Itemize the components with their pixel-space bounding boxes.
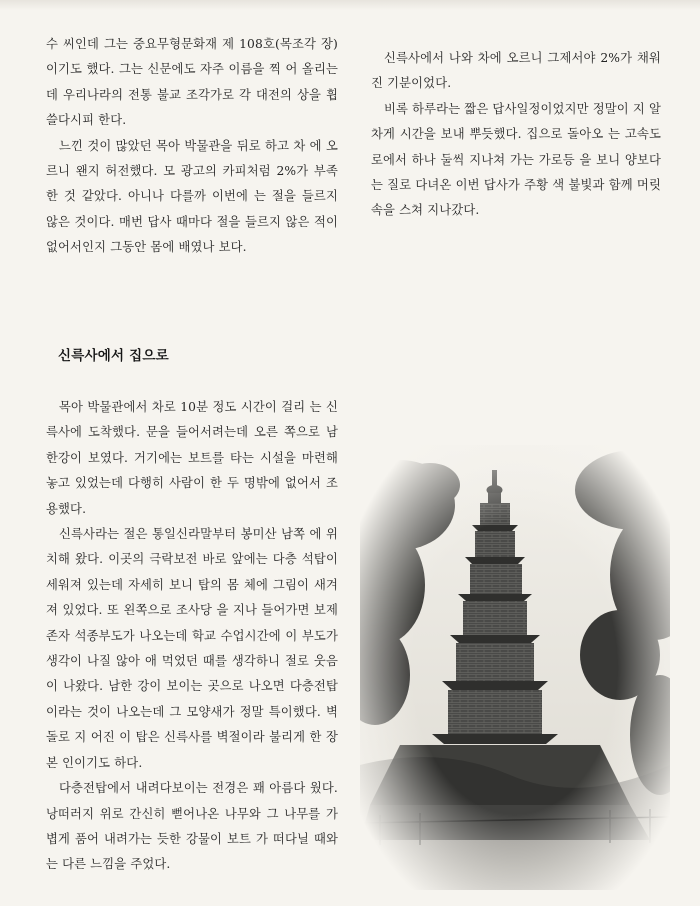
right-column-text (371, 46, 661, 224)
paragraph-text: 목아 박물관에서 차로 10분 정도 시간이 걸리 는 신륵사에 도착했다. 문을 들어서려는데 오른 쪽으로 남한강이 보였다. 거기에는 보트를 타는 시설을 마련해 놓고 있었는데 다행히 사람이 한 두 명밖에 없어서 조용했다. (46, 400, 338, 516)
paragraph-text: 신륵사에서 나와 차에 오르니 그제서야 2%가 채워진 기분이었다. (371, 51, 662, 91)
brick-pagoda-photo (360, 445, 670, 890)
page-top-edge (0, 0, 700, 10)
paragraph-text: 느낀 것이 많았던 목아 박물관을 뒤로 하고 차 에 오르니 왠지 허전했다. 모 광고의 카피처럼 2%가 부족한 것 같았다. 아니나 다를까 이번에 는 절을 들르지 않은 것이다. 매번 답사 때마다 절을 들르지 않은 적이 없어서인지 그동안 몸에 배였나 보다. (46, 138, 339, 255)
left-column-bottom-text (46, 395, 338, 878)
left-column-top-text (46, 32, 338, 261)
paragraph-text: 수 씨인데 그는 중요무형문화재 제 108호(목조각 장)이기도 했다. 그는 신문에도 자주 이름을 찍 어 올리는데 우리나라의 전통 불교 조각가로 각 대전의 상을 휩쓸다시피 한다. (46, 37, 339, 128)
section-heading: 신륵사에서 집으로 (58, 348, 169, 364)
paragraph-text: 다층전탑에서 내려다보이는 전경은 꽤 아름다 웠다. 낭떠러지 위로 간신히 뻗어나온 나무와 그 나무를 가볍게 품어 내려가는 듯한 강물이 보트 가 떠다닐 때와는 다른 느낌을 주었다. (46, 781, 339, 872)
paragraph-text: 신륵사라는 절은 통일신라말부터 봉미산 남쪽 에 위치해 왔다. 이곳의 극락보전 바로 앞에는 다층 석탑이 세워져 있는데 자세히 보니 탑의 몸 체에 그림이 새겨져 있었다. 또 왼쪽으로 조사당 을 지나 들어가면 보제존자 석종부도가 나오는데 학교 수업시간에 이 부도가 생각이 나질 않아 애 먹었던 때를 생각하니 절로 웃음이 나왔다. 남한 강이 보이는 곳으로 나오면 다층전탑이라는 것이 나오는데 그 모양새가 정말 특이했다. 벽돌로 지 어진 이 탑은 신륵사를 벽절이라 불리게 한 장본 인이기도 하다. (46, 527, 339, 770)
paragraph-text: 비록 하루라는 짧은 답사일정이었지만 정말이 지 알차게 시간을 보내 뿌듯했다. 집으로 돌아오 는 고속도로에서 하나 둘씩 지나쳐 가는 가로등 을 보니 양보다는 질로 다녀온 이번 답사가 주황 색 불빛과 함께 머릿속을 스쳐 지나갔다. (371, 101, 662, 218)
